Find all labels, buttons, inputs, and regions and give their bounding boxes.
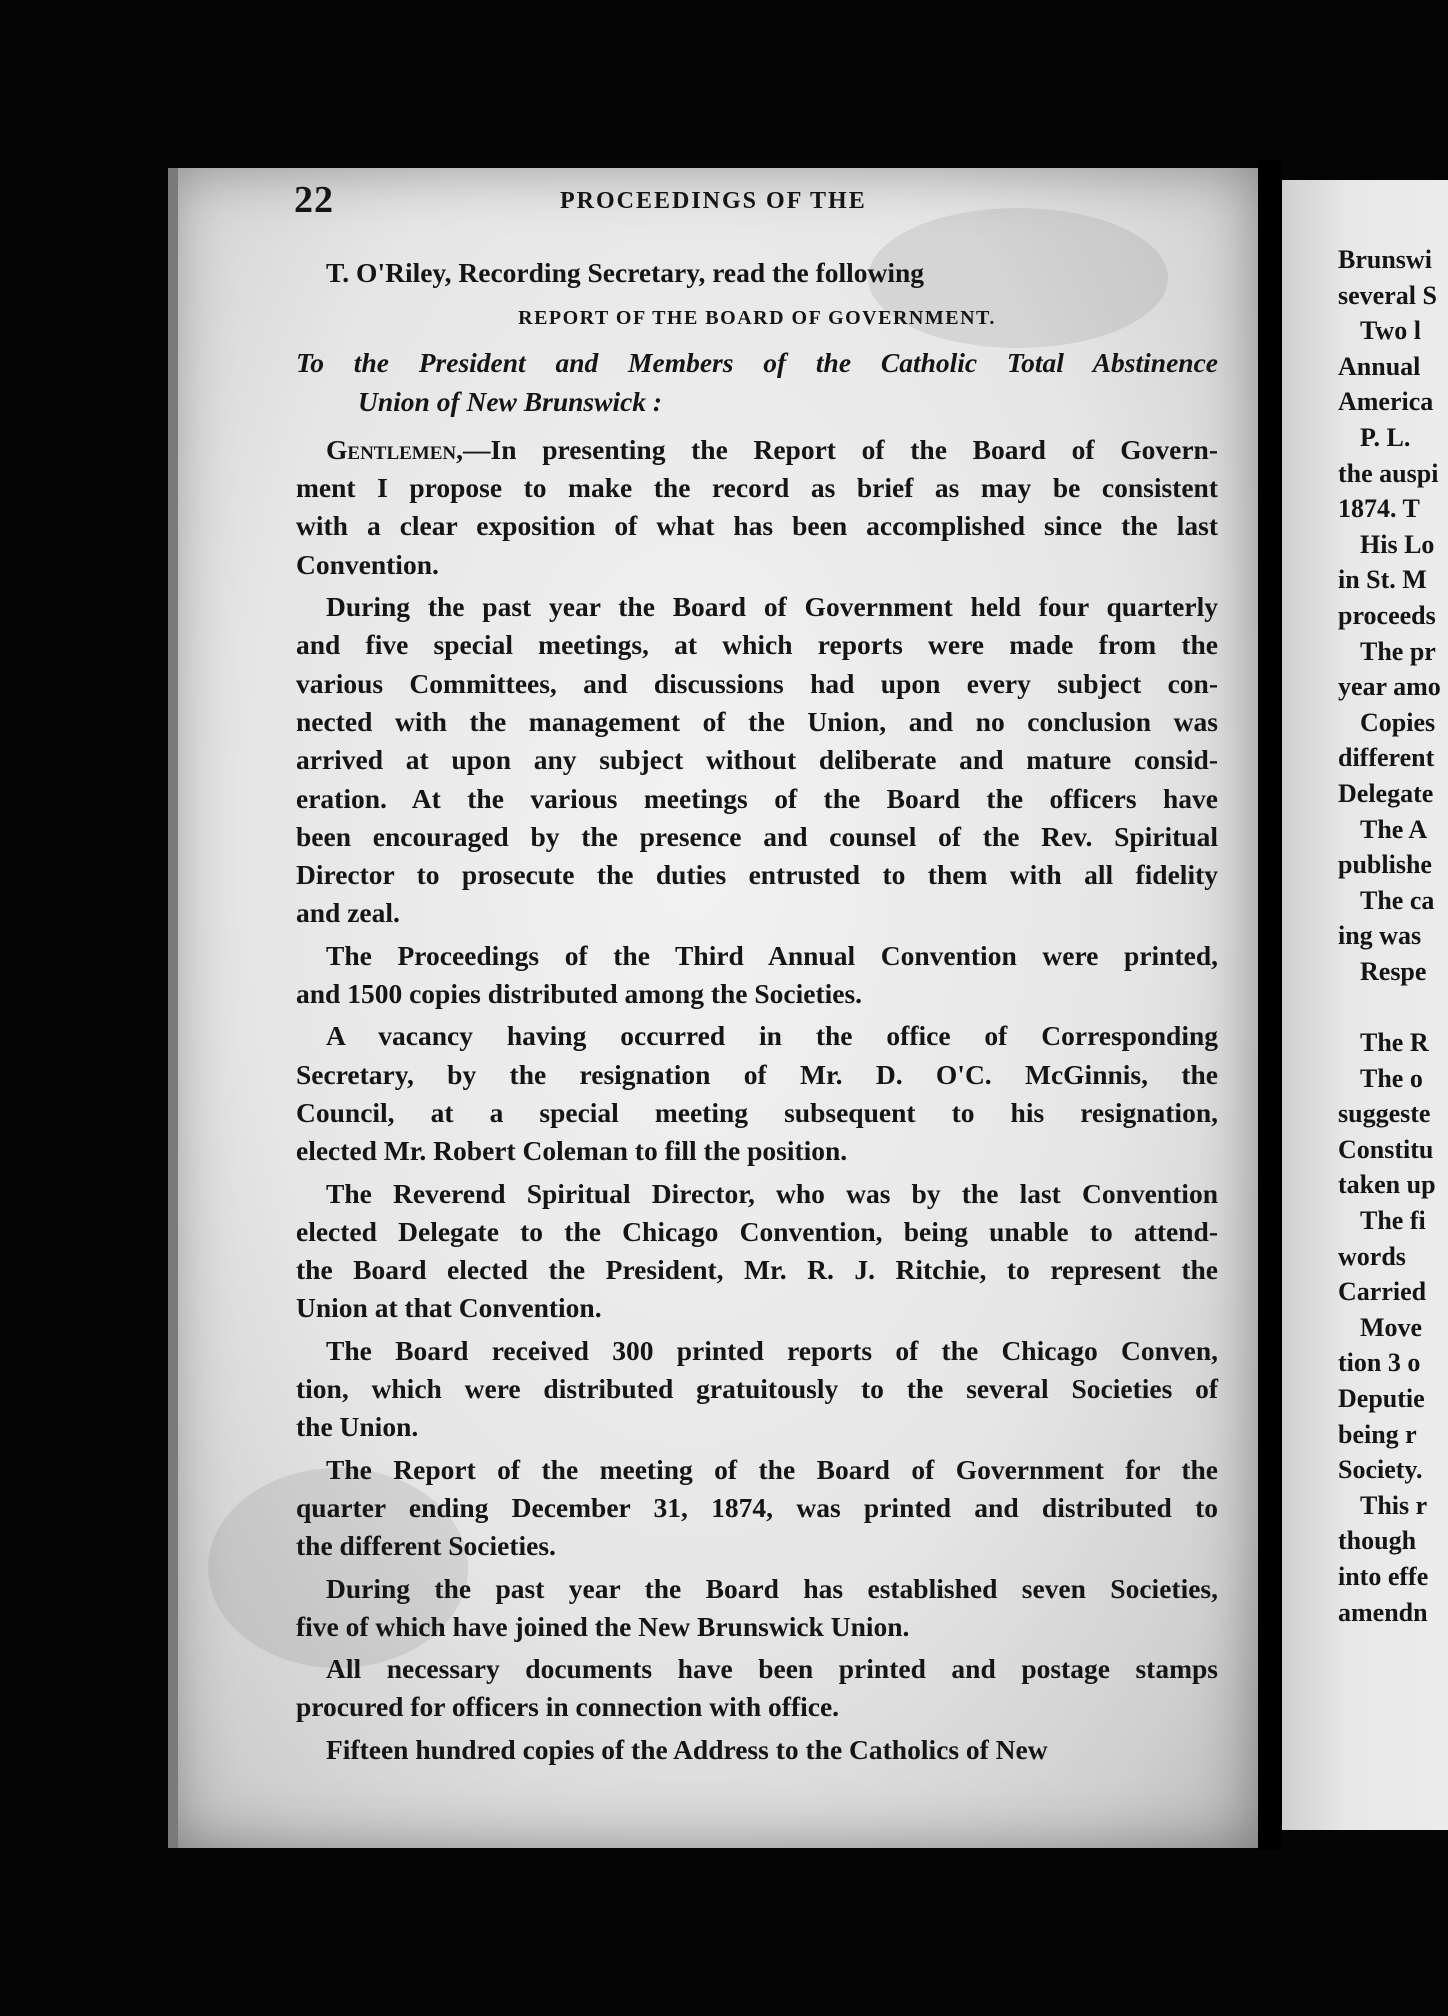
paragraph-line: The Report of the meeting of the Board of Government for the bbox=[326, 1453, 1218, 1485]
paragraph-line: eration. At the various meetings of the Board the officers have bbox=[296, 782, 1218, 814]
right-page-line: The A bbox=[1360, 814, 1428, 844]
right-page-line: proceeds bbox=[1338, 600, 1436, 630]
right-page-line: The fi bbox=[1360, 1206, 1426, 1236]
right-page-line: America bbox=[1338, 387, 1434, 417]
paragraph-line: All necessary documents have been printed and postage stamps bbox=[326, 1653, 1218, 1685]
paragraph-line: ment I propose to make the record as brief as may be consistent bbox=[296, 472, 1218, 504]
book-gutter bbox=[1258, 160, 1282, 1850]
right-page-line: The ca bbox=[1360, 885, 1435, 915]
salutation: Gentlemen, bbox=[326, 433, 464, 465]
right-page-line: Deputie bbox=[1338, 1384, 1425, 1413]
right-page-line: Copies bbox=[1360, 707, 1436, 737]
paragraph-line: A vacancy having occurred in the office of Corresponding bbox=[326, 1020, 1218, 1052]
page-header bbox=[294, 178, 1194, 228]
right-page-line: The pr bbox=[1360, 636, 1436, 666]
right-page-line: suggeste bbox=[1338, 1099, 1431, 1129]
paragraph-text: —In presenting the Report of the Board of Govern- bbox=[463, 433, 1218, 465]
paragraph-line: quarter ending December 31, 1874, was printed and distributed to bbox=[296, 1491, 1218, 1523]
address-line: Union of New Brunswick : bbox=[358, 385, 663, 417]
report-body bbox=[296, 254, 1218, 1773]
running-head: PROCEEDINGS OF THE bbox=[560, 188, 867, 214]
paragraph-line: and five special meetings, at which reports were made from the bbox=[296, 629, 1218, 661]
left-page bbox=[168, 168, 1258, 1848]
right-page-line: different bbox=[1338, 743, 1435, 773]
report-heading: REPORT OF THE BOARD OF GOVERNMENT. bbox=[518, 307, 996, 330]
right-page-line: in St. M bbox=[1338, 565, 1427, 595]
right-page-line: taken up bbox=[1338, 1170, 1436, 1200]
right-page-line: though bbox=[1338, 1526, 1417, 1556]
right-page-line bbox=[1338, 989, 1448, 1025]
right-page-line: P. L. bbox=[1360, 422, 1411, 452]
paragraph-line: with a clear exposition of what has been accomplished since the last bbox=[296, 510, 1218, 542]
right-page-line: ing was bbox=[1338, 921, 1422, 951]
paragraph-line: elected Delegate to the Chicago Convention, being unable to attend- bbox=[296, 1215, 1218, 1247]
paragraph-line: Council, at a special meeting subsequent to his resignation, bbox=[296, 1096, 1218, 1128]
paragraph-line: the Union. bbox=[296, 1411, 419, 1443]
right-page-line: Brunswi bbox=[1338, 245, 1432, 274]
paragraph-line: the Board elected the President, Mr. R. J. Ritchie, to represent the bbox=[296, 1254, 1218, 1286]
right-page-line: This r bbox=[1360, 1490, 1428, 1520]
paragraph-line: The Board received 300 printed reports of the Chicago Conven, bbox=[326, 1334, 1218, 1366]
paragraph-line: and 1500 copies distributed among the Societies. bbox=[296, 978, 863, 1010]
paragraph-line: During the past year the Board of Government held four quarterly bbox=[326, 591, 1218, 623]
right-page-line: Respe bbox=[1360, 956, 1427, 986]
paragraph-line: been encouraged by the presence and counsel of the Rev. Spiritual bbox=[296, 820, 1218, 852]
right-page-line: Two l bbox=[1360, 316, 1421, 346]
page-number: 22 bbox=[294, 179, 334, 221]
paragraph-line: the different Societies. bbox=[296, 1530, 556, 1562]
intro-line: T. O'Riley, Recording Secretary, read the following bbox=[326, 257, 925, 288]
right-page bbox=[1282, 180, 1448, 1830]
paragraph-line: arrived at upon any subject without deliberate and mature consid- bbox=[296, 744, 1218, 776]
right-page-line: Carried bbox=[1338, 1277, 1427, 1307]
paragraph-line: Director to prosecute the duties entrusted to them with all fidelity bbox=[296, 859, 1218, 891]
right-page-line: Annual bbox=[1338, 351, 1421, 381]
address-line: To the President and Members of the Catholic Total Abstinence bbox=[296, 347, 1218, 379]
paragraph-line: procured for officers in connection with office. bbox=[296, 1691, 840, 1723]
page-edge bbox=[168, 168, 178, 1848]
right-page-line: amendn bbox=[1338, 1597, 1428, 1627]
right-page-line: into effe bbox=[1338, 1561, 1429, 1591]
right-page-line: tion 3 o bbox=[1338, 1348, 1421, 1378]
right-page-line: The R bbox=[1360, 1028, 1429, 1058]
right-page-line: being r bbox=[1338, 1419, 1417, 1449]
paragraph-line: The Proceedings of the Third Annual Convention were printed, bbox=[326, 939, 1218, 971]
right-page-line: The o bbox=[1360, 1063, 1423, 1093]
right-page-line: Move bbox=[1360, 1312, 1423, 1342]
right-page-line: the auspi bbox=[1338, 458, 1439, 488]
paragraph-line: nected with the management of the Union, and no conclusion was bbox=[296, 705, 1218, 737]
right-page-line: several S bbox=[1338, 280, 1437, 310]
paragraph-line: During the past year the Board has established seven Societies, bbox=[326, 1572, 1218, 1604]
right-page-line: year amo bbox=[1338, 672, 1441, 702]
right-page-line: words bbox=[1338, 1241, 1406, 1271]
paragraph-line: The Reverend Spiritual Director, who was by the last Convention bbox=[326, 1177, 1218, 1209]
paragraph-line: elected Mr. Robert Coleman to fill the position. bbox=[296, 1135, 848, 1167]
paragraph-line: Convention. bbox=[296, 548, 439, 580]
right-page-line: His Lo bbox=[1360, 529, 1435, 559]
paragraph-line: five of which have joined the New Brunswick Union. bbox=[296, 1610, 910, 1642]
paragraph-line: various Committees, and discussions had upon every subject con- bbox=[296, 667, 1218, 699]
paragraph-line: tion, which were distributed gratuitously to the several Societies of bbox=[296, 1373, 1218, 1405]
right-page-line: publishe bbox=[1338, 850, 1432, 880]
right-page-line: Delegate bbox=[1338, 778, 1434, 808]
right-page-line: Society. bbox=[1338, 1455, 1423, 1485]
right-page-line: Constitu bbox=[1338, 1134, 1434, 1164]
paragraph-line: Fifteen hundred copies of the Address to the Catholics of New bbox=[326, 1733, 1048, 1765]
paragraph-line bbox=[296, 431, 1218, 469]
right-page-line: 1874. T bbox=[1338, 494, 1420, 524]
paragraph-line: Union at that Convention. bbox=[296, 1292, 602, 1324]
paragraph-line: Secretary, by the resignation of Mr. D. O'C. McGinnis, the bbox=[296, 1058, 1218, 1090]
paragraph-line: and zeal. bbox=[296, 897, 400, 929]
paragraphs bbox=[296, 431, 1218, 1773]
right-page-column bbox=[1338, 242, 1448, 1630]
